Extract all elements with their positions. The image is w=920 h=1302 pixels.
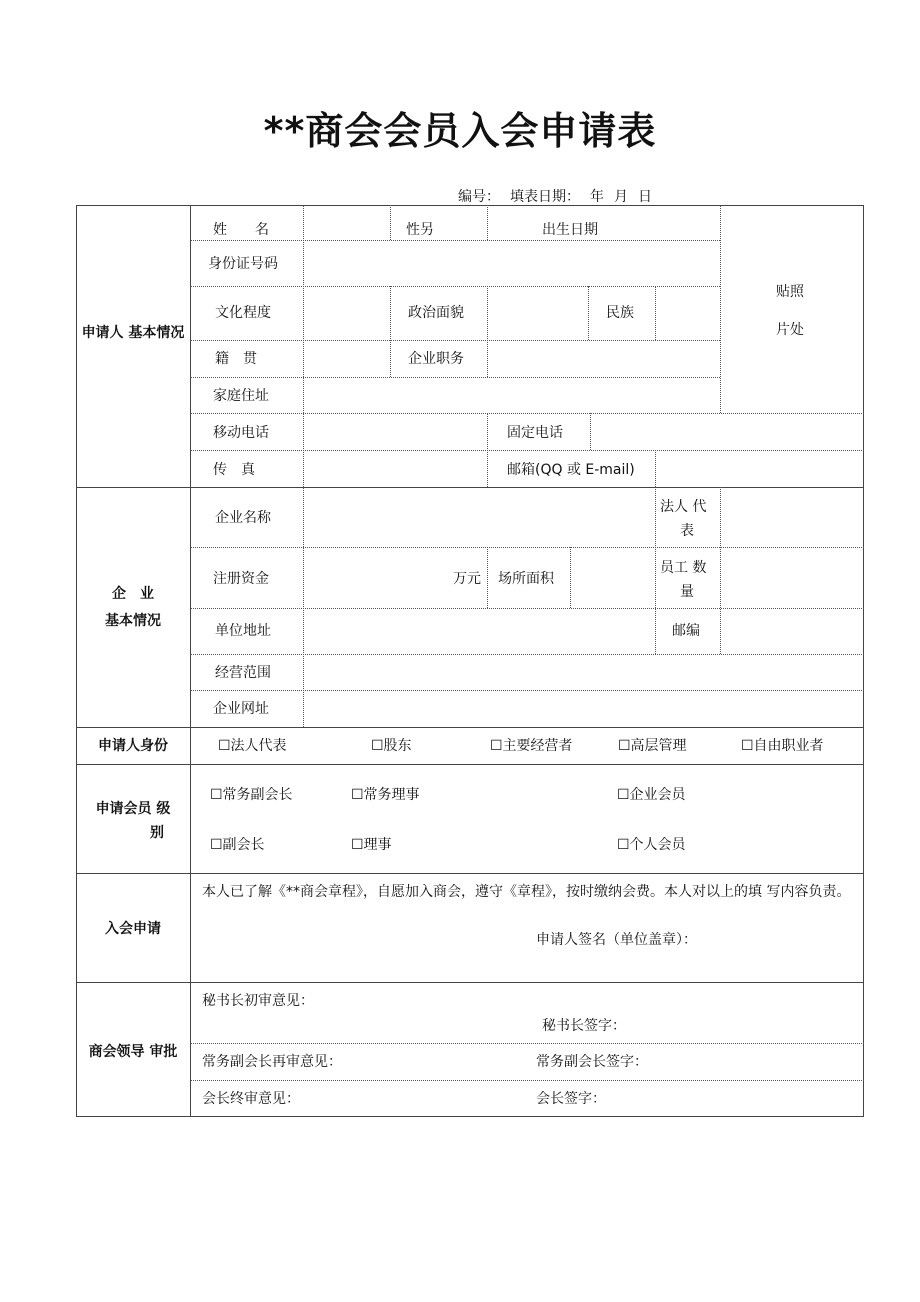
website-label: 企业网址 (213, 701, 269, 717)
col-line (655, 487, 656, 654)
phone-label: 固定电话 (507, 425, 563, 441)
form-meta (458, 186, 662, 206)
capital-unit: 万元 (453, 571, 481, 587)
join-statement: 本人已了解《**商会章程》，自愿加入商会，遵守《章程》，按时缴纳会费。本人对以上的填 写内容负责。 (202, 884, 851, 900)
scope-label: 经营范围 (215, 665, 271, 681)
col-line (655, 450, 656, 487)
secretary-opinion-label: 秘书长初审意见： (202, 993, 314, 1009)
gender-label: 性另 (406, 222, 434, 238)
row-line (190, 340, 720, 341)
position-label: 企业职务 (408, 351, 464, 367)
col-line (390, 205, 391, 240)
zip-label: 邮编 (672, 623, 700, 639)
number-label: 编号： (458, 189, 500, 205)
row-line (190, 654, 864, 655)
level-option-exec-director[interactable]: ☐常务理事 (351, 787, 420, 803)
vp-opinion-label: 常务副会长再审意见： (202, 1054, 342, 1070)
ethnic-label: 民族 (606, 305, 634, 321)
join-label: 入会申请 (105, 921, 161, 937)
row-line (190, 547, 864, 548)
col-line (487, 205, 488, 240)
year-label: 年 (590, 189, 604, 205)
row-line (190, 1080, 864, 1081)
company-section-label-1: 企 业 (112, 586, 154, 602)
identity-option-shareholder[interactable]: ☐股东 (371, 738, 412, 754)
secretary-signature-label: 秘书长签字： (542, 1018, 626, 1034)
vp-signature-label: 常务副会长签字： (536, 1054, 648, 1070)
id-label: 身份证号码 (208, 256, 278, 272)
area-label: 场所面积 (498, 571, 554, 587)
application-form-table (76, 205, 864, 1117)
col-line (588, 286, 589, 340)
row-line (190, 690, 864, 691)
level-option-exec-vp[interactable]: ☐常务副会长 (210, 787, 293, 803)
legal-rep-label-1: 法人 代 (660, 499, 707, 515)
staff-label-1: 员工 数 (660, 560, 707, 576)
section-divider-approve (76, 982, 864, 983)
identity-option-senior-manager[interactable]: ☐高层管理 (618, 738, 687, 754)
identity-option-legal-rep[interactable]: ☐法人代表 (218, 738, 287, 754)
president-opinion-label: 会长终审意见： (202, 1091, 300, 1107)
level-label-2: 别 (150, 825, 164, 841)
left-column-divider (190, 205, 191, 1117)
identity-option-freelancer[interactable]: ☐自由职业者 (741, 738, 824, 754)
identity-label: 申请人身份 (98, 738, 168, 754)
level-option-corp-member[interactable]: ☐企业会员 (617, 787, 686, 803)
applicant-section-label: 申请人 基本情况 (81, 325, 185, 341)
address-label: 家庭住址 (213, 388, 269, 404)
company-section-label-2: 基本情况 (105, 613, 161, 629)
level-label-1: 申请会员 级 (95, 801, 171, 817)
row-line (190, 413, 864, 414)
approval-label: 商会领导 审批 (88, 1044, 178, 1060)
president-signature-label: 会长签字： (536, 1091, 606, 1107)
photo-label-2: 片处 (776, 322, 804, 338)
legal-rep-label-2: 表 (680, 523, 694, 539)
col-line (487, 286, 488, 377)
form-title: **商会会员入会申请表 (263, 109, 657, 153)
identity-option-main-operator[interactable]: ☐主要经营者 (490, 738, 573, 754)
section-divider-identity (76, 727, 864, 728)
mobile-label: 移动电话 (213, 425, 269, 441)
col-line (487, 547, 488, 608)
col-line (655, 286, 656, 340)
birth-label: 出生日期 (542, 222, 598, 238)
col-line (390, 286, 391, 377)
month-label: 月 (614, 189, 628, 205)
date-label: 填表日期： (510, 189, 580, 205)
col-line (720, 487, 721, 654)
col-line (720, 205, 721, 413)
section-divider-join (76, 873, 864, 874)
company-name-label: 企业名称 (215, 510, 271, 526)
section-divider-company (76, 487, 864, 488)
staff-label-2: 量 (680, 584, 694, 600)
col-line (303, 487, 304, 727)
col-line (487, 413, 488, 487)
row-line (190, 377, 720, 378)
row-line (190, 450, 864, 451)
level-option-individual[interactable]: ☐个人会员 (617, 837, 686, 853)
row-line (190, 286, 720, 287)
origin-label: 籍 贯 (215, 351, 257, 367)
capital-label: 注册资金 (213, 571, 269, 587)
row-line (190, 240, 720, 241)
level-option-director[interactable]: ☐理事 (351, 837, 392, 853)
political-label: 政治面貌 (408, 305, 464, 321)
row-line (190, 1043, 864, 1044)
education-label: 文化程度 (215, 305, 271, 321)
col-line (570, 547, 571, 608)
row-line (190, 608, 864, 609)
photo-label-1: 贴照 (776, 284, 804, 300)
fax-label: 传 真 (213, 462, 255, 478)
day-label: 日 (638, 189, 652, 205)
col-line (590, 413, 591, 450)
company-address-label: 单位地址 (215, 623, 271, 639)
name-label: 姓 名 (213, 222, 269, 238)
email-label: 邮箱(QQ 或 E-mail) (507, 462, 635, 478)
col-line (303, 205, 304, 487)
level-option-vp[interactable]: ☐副会长 (210, 837, 265, 853)
applicant-signature-label: 申请人签名（单位盖章）： (536, 932, 697, 948)
section-divider-level (76, 764, 864, 765)
